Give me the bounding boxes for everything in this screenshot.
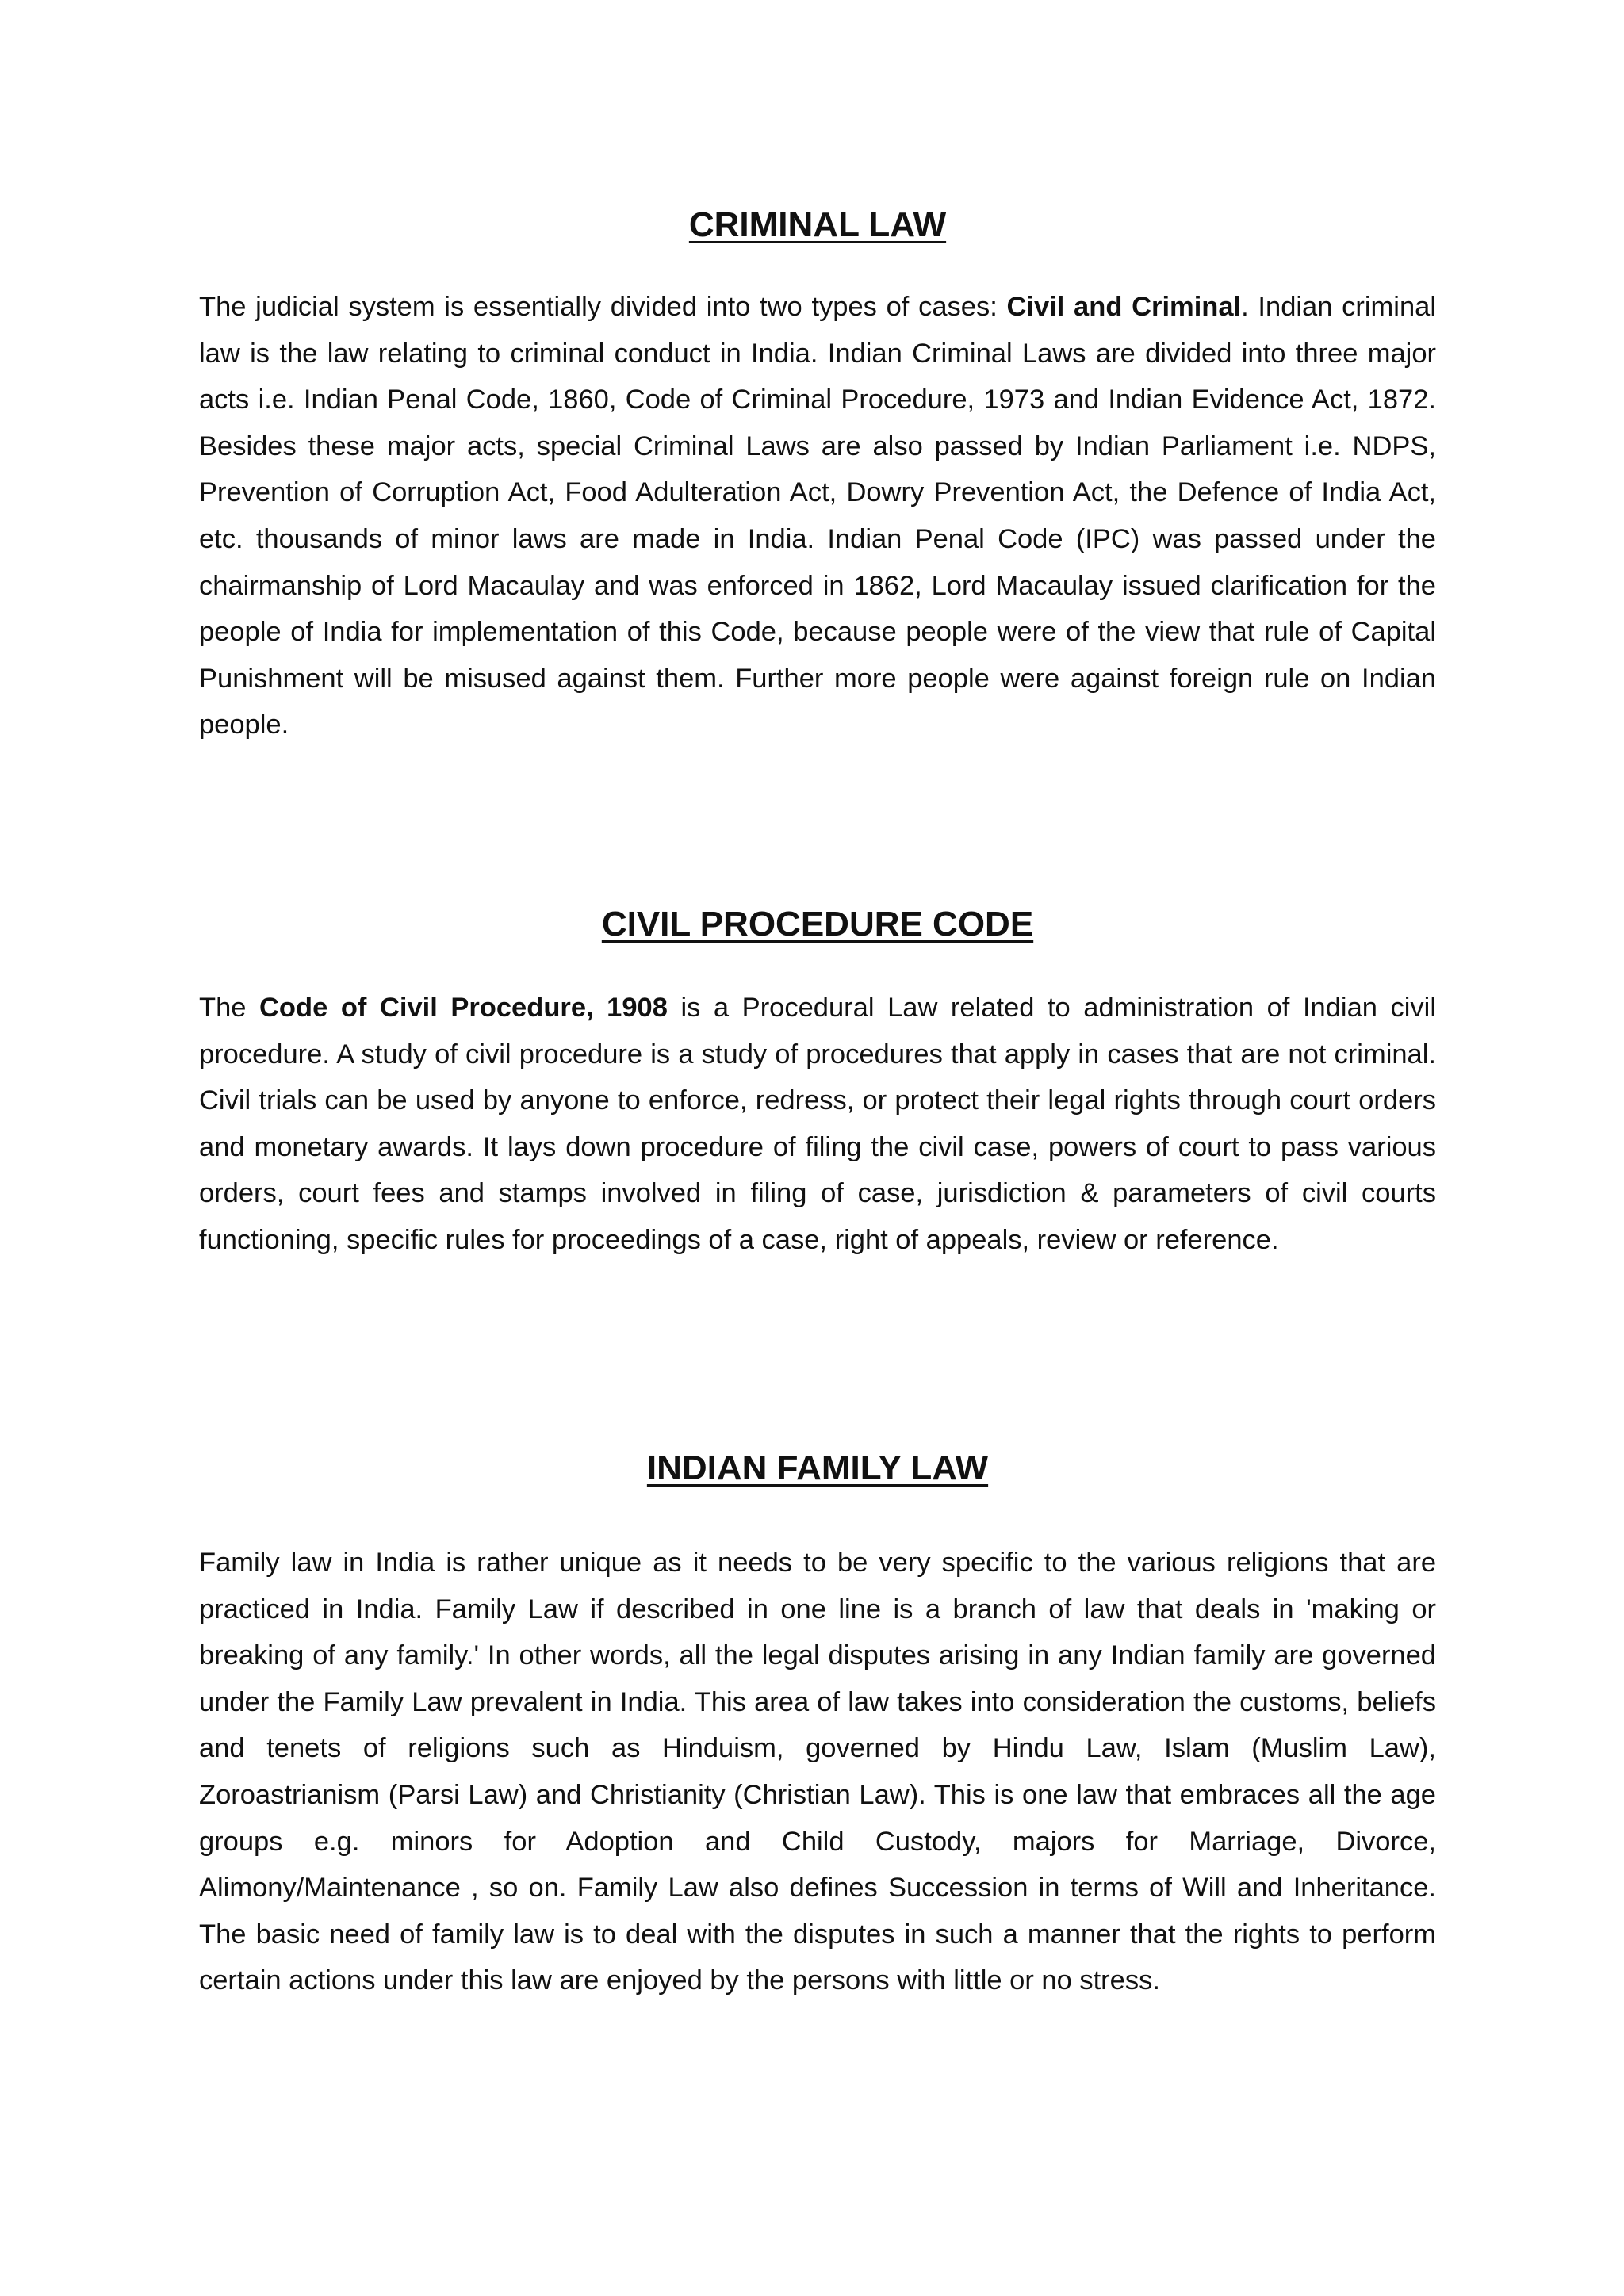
paragraph-civil-procedure-rest: is a Procedural Law related to administration of Indian civil procedure. A study of civil procedure is a study of procedures that apply in cases that are not criminal. Civil trials can be used by anyone to enforce, redress, or protect their legal rights through court orders and monetary awards. It lays down procedure of filing the civil case, powers of court to pass various orders, court fees and stamps involved in filing of case, jurisdiction & parameters of civil courts functioning, specific rules for proceedings of a case, right of appeals, review or reference. (199, 993, 1436, 1255)
section-civil-procedure-code (199, 904, 1436, 1255)
paragraph-indian-family-law: Family law in India is rather unique as it needs to be very specific to the various religions that are practiced in India. Family Law if described in one line is a branch of law that deals in 'making or breaking of any family.' In other words, all the legal disputes arising in any Indian family are governed under the Family Law prevalent in India. This area of law takes into consideration the customs, beliefs and tenets of religions such as Hinduism, governed by Hindu Law, Islam (Muslim Law), Zoroastrianism (Parsi Law) and Christianity (Christian Law). This is one law that embraces all the age groups e.g. minors for Adoption and Child Custody, majors for Marriage, Divorce, Alimony/Maintenance , so on. Family Law also defines Succession in terms of Will and Inheritance. The basic need of family law is to deal with the disputes in such a manner that the rights to perform certain actions under this law are enjoyed by the persons with little or no stress. (199, 1548, 1436, 1996)
paragraph-criminal-law-rest: . Indian criminal law is the law relating to criminal conduct in India. Indian Criminal Laws are divided into three major acts i.e. Indian Penal Code, 1860, Code of Criminal Procedure, 1973 and Indian Evidence Act, 1872. Besides these major acts, special Criminal Laws are also passed by Indian Parliament i.e. NDPS, Prevention of Corruption Act, Food Adulteration Act, Dowry Prevention Act, the Defence of India Act, etc. thousands of minor laws are made in India. Indian Penal Code (IPC) was passed under the chairmanship of Lord Macaulay and was enforced in 1862, Lord Macaulay issued clarification for the people of India for implementation of this Code, because people were of the view that rule of Capital Punishment will be misused against them. Further more people were against foreign rule on Indian people. (199, 292, 1436, 740)
paragraph-criminal-law-intro: The judicial system is essentially divided into two types of cases: (199, 292, 1007, 322)
paragraph-criminal-law-bold: Civil and Criminal (1006, 292, 1242, 322)
paragraph-civil-procedure-code (199, 985, 1436, 1264)
heading-criminal-law: CRIMINAL LAW (688, 205, 947, 244)
heading-indian-family-law: INDIAN FAMILY LAW (646, 1448, 989, 1487)
paragraph-criminal-law (199, 284, 1436, 748)
paragraph-civil-procedure-intro: The (199, 993, 260, 1023)
section-indian-family-law (199, 1448, 1436, 1996)
heading-civil-procedure-code: CIVIL PROCEDURE CODE (601, 905, 1034, 943)
section-criminal-law (199, 205, 1436, 740)
paragraph-civil-procedure-bold: Code of Civil Procedure, 1908 (259, 993, 668, 1023)
